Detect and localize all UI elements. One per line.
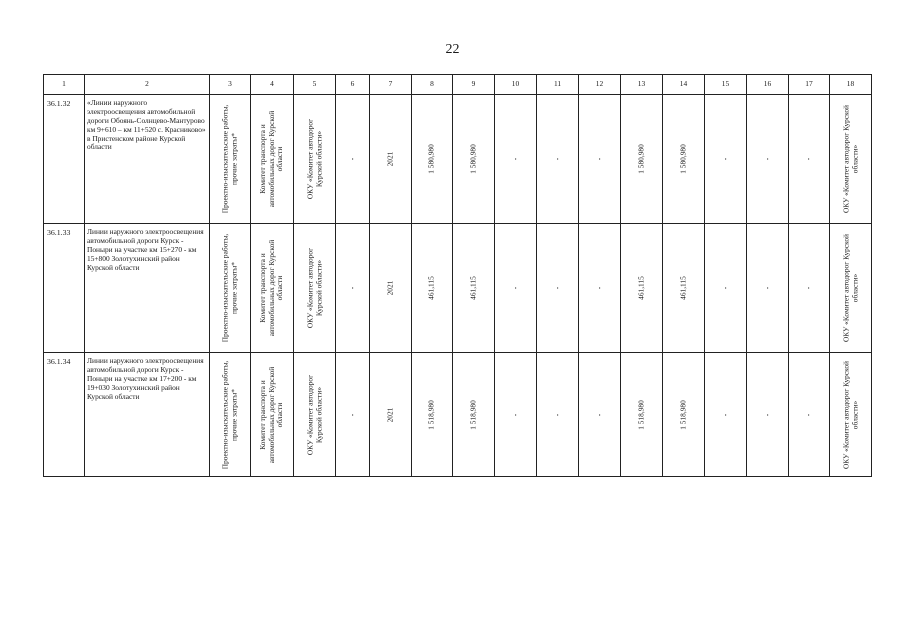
cell-8: 461,115: [412, 224, 453, 353]
year: 2021: [385, 407, 395, 422]
cell-12: -: [579, 224, 621, 353]
cell-14: 1 518,980: [663, 353, 705, 477]
work-type: Проектно-изыскательские работы, прочие затраты*: [220, 104, 238, 214]
cell-6: -: [336, 95, 370, 224]
col-header: 13: [621, 75, 663, 95]
customer-cell: [251, 353, 294, 477]
cell-13: 1 518,980: [621, 353, 663, 477]
cell-12: -: [579, 95, 621, 224]
col-header: 1: [44, 75, 85, 95]
year-cell: [370, 224, 412, 353]
row-code: 36.1.34: [44, 353, 85, 477]
col-header: 6: [336, 75, 370, 95]
col-header: 16: [747, 75, 789, 95]
col-header: 11: [537, 75, 579, 95]
developer: ОКУ «Комитет автодорог Курской области»: [304, 118, 323, 200]
work-type: Проектно-изыскательские работы, прочие затраты*: [220, 360, 238, 469]
investment-table: [43, 74, 872, 477]
cell-16: -: [747, 95, 789, 224]
col-header: 3: [210, 75, 251, 95]
cell-9: 1 580,980: [453, 95, 495, 224]
cell-12: -: [579, 353, 621, 477]
work-type-cell: [210, 224, 251, 353]
responsible-cell: [830, 353, 872, 477]
cell-9: 461,115: [453, 224, 495, 353]
developer-cell: [294, 95, 336, 224]
object-name: «Линии наружного электроосвещения автомобильной дороги Обоянь-Солнцево-Мантурово км 9+610 – км 11+520 с. Красниково» в Пристенском районе Курской области: [85, 95, 210, 224]
cell-15: -: [705, 224, 747, 353]
page-number: 22: [445, 42, 460, 57]
customer: Комитет транспорта и автомобильных дорог Курской области: [258, 110, 285, 208]
row-code: 36.1.33: [44, 224, 85, 353]
col-header: 4: [251, 75, 294, 95]
col-header: 12: [579, 75, 621, 95]
table-row: [44, 95, 872, 224]
cell-6: -: [336, 224, 370, 353]
cell-16: -: [747, 224, 789, 353]
responsible: ОКУ «Комитет автодорог Курской области»: [840, 104, 859, 214]
col-header: 10: [495, 75, 537, 95]
table-row: [44, 353, 872, 477]
cell-17: -: [789, 95, 830, 224]
cell-10: -: [495, 224, 537, 353]
col-header: 17: [789, 75, 830, 95]
year-cell: [370, 353, 412, 477]
cell-11: -: [537, 95, 579, 224]
customer-cell: [251, 95, 294, 224]
object-name: Линии наружного электроосвещения автомобильной дороги Курск - Поныри на участке км 15+270 - км 15+800 Золотухинский район Курской области: [85, 224, 210, 353]
cell-10: -: [495, 353, 537, 477]
cell-13: 1 580,980: [621, 95, 663, 224]
cell-16: -: [747, 353, 789, 477]
row-code: 36.1.32: [44, 95, 85, 224]
col-header: 15: [705, 75, 747, 95]
col-header: 8: [412, 75, 453, 95]
cell-8: 1 580,980: [412, 95, 453, 224]
cell-13: 461,115: [621, 224, 663, 353]
header-row: [44, 75, 872, 95]
cell-14: 1 580,980: [663, 95, 705, 224]
cell-15: -: [705, 95, 747, 224]
col-header: 14: [663, 75, 705, 95]
developer-cell: [294, 224, 336, 353]
cell-17: -: [789, 353, 830, 477]
table-row: [44, 224, 872, 353]
responsible: ОКУ «Комитет автодорог Курской области»: [840, 360, 859, 469]
cell-6: -: [336, 353, 370, 477]
col-header: 9: [453, 75, 495, 95]
work-type-cell: [210, 95, 251, 224]
cell-14: 461,115: [663, 224, 705, 353]
work-type: Проектно-изыскательские работы, прочие затраты*: [220, 233, 238, 343]
developer: ОКУ «Комитет автодорог Курской области»: [304, 247, 323, 329]
cell-11: -: [537, 224, 579, 353]
responsible-cell: [830, 224, 872, 353]
year: 2021: [385, 280, 395, 296]
cell-8: 1 518,980: [412, 353, 453, 477]
cell-15: -: [705, 353, 747, 477]
developer: ОКУ «Комитет автодорог Курской области»: [304, 374, 323, 455]
cell-17: -: [789, 224, 830, 353]
year: 2021: [385, 151, 395, 167]
customer-cell: [251, 224, 294, 353]
cell-10: -: [495, 95, 537, 224]
col-header: 7: [370, 75, 412, 95]
year-cell: [370, 95, 412, 224]
col-header: 5: [294, 75, 336, 95]
work-type-cell: [210, 353, 251, 477]
cell-11: -: [537, 353, 579, 477]
object-name: Линии наружного электроосвещения автомобильной дороги Курск - Поныри на участке км 17+200 - км 19+030 Золотухинский район Курской области: [85, 353, 210, 477]
developer-cell: [294, 353, 336, 477]
col-header: 18: [830, 75, 872, 95]
col-header: 2: [85, 75, 210, 95]
cell-9: 1 518,980: [453, 353, 495, 477]
responsible-cell: [830, 95, 872, 224]
customer: Комитет транспорта и автомобильных дорог Курской области: [258, 366, 285, 463]
customer: Комитет транспорта и автомобильных дорог Курской области: [258, 239, 285, 337]
responsible: ОКУ «Комитет автодорог Курской области»: [840, 233, 859, 343]
